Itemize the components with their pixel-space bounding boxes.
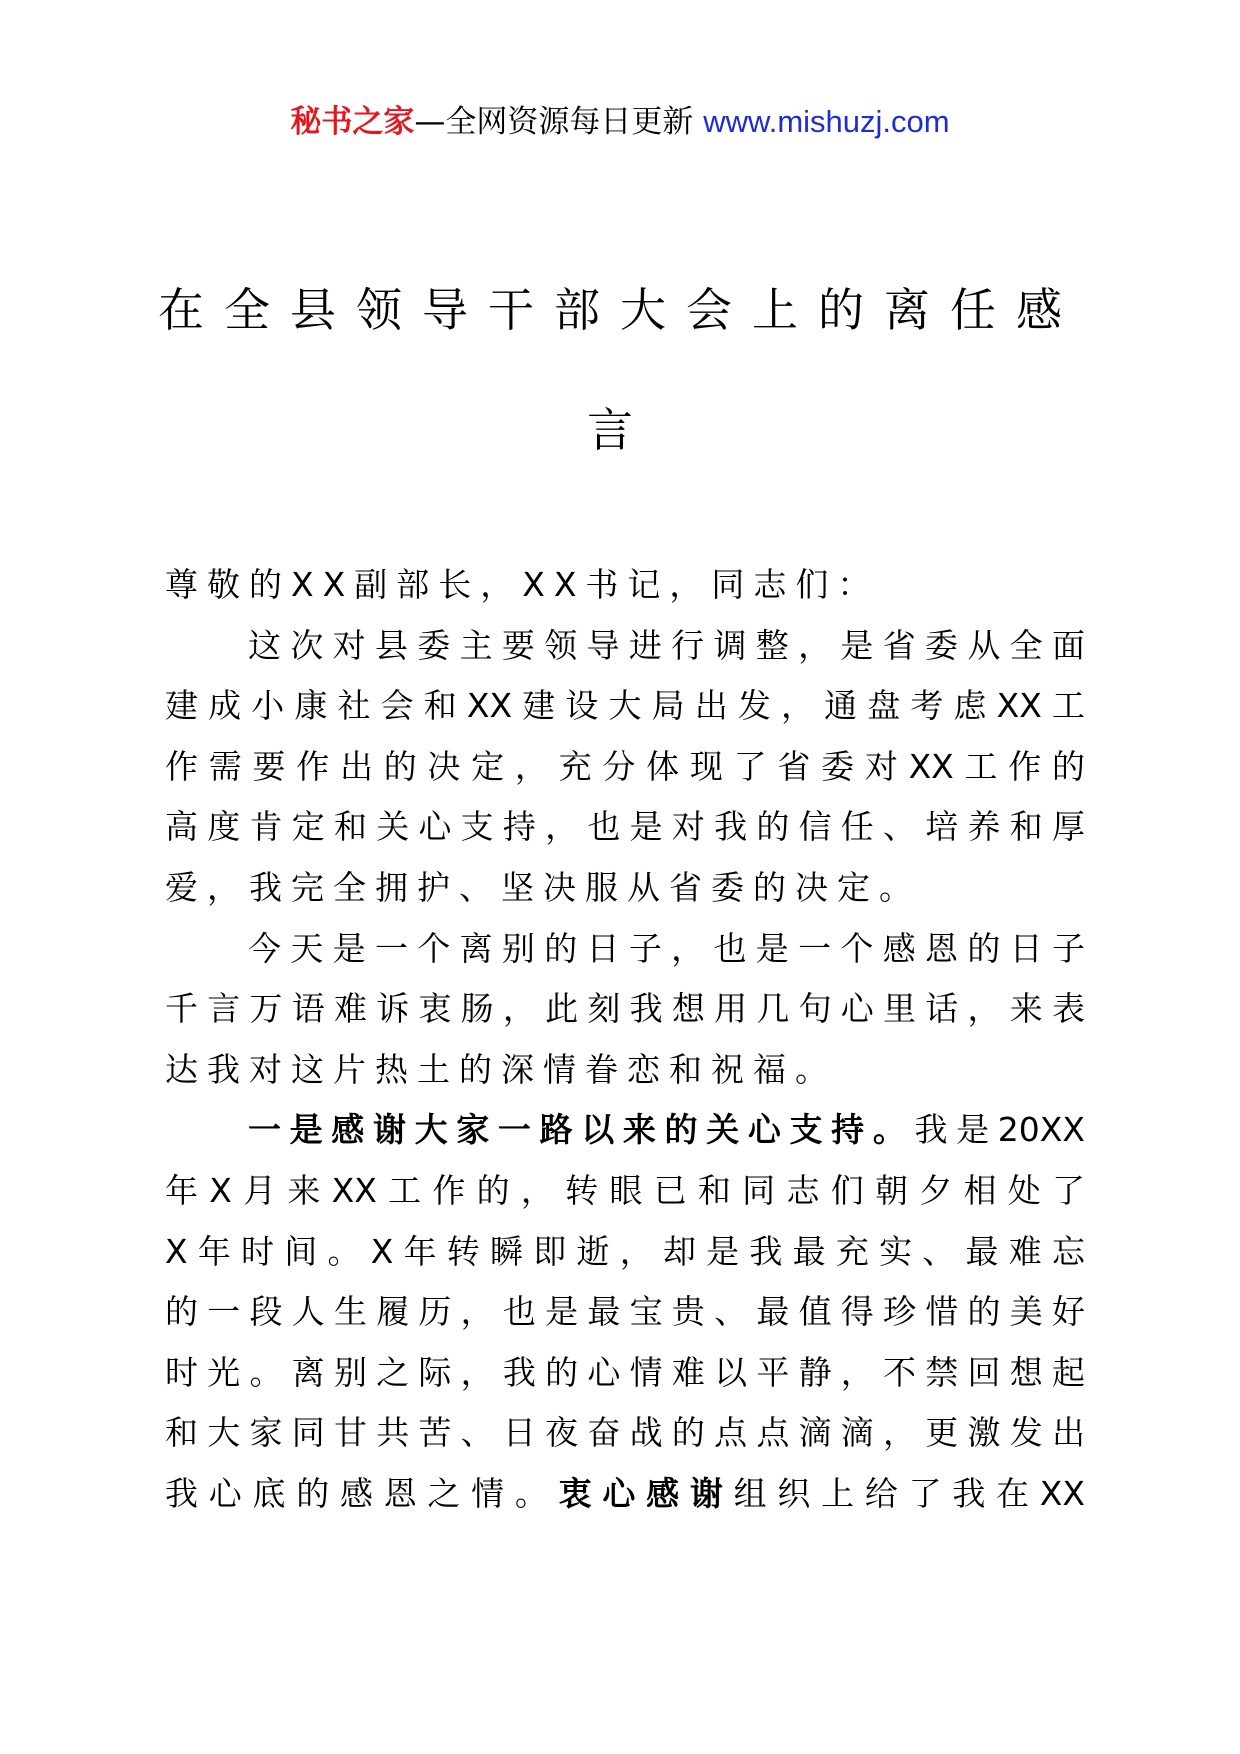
- paragraph-1-line: 作需要作出的决定，充分体现了省委对XX工作的: [165, 746, 1085, 786]
- paragraph-2-line: 达我对这片热土的深情眷恋和祝福。: [165, 1049, 837, 1089]
- document-title-line-1: 在全县领导干部大会上的离任感: [158, 283, 1082, 337]
- paragraph-2-line: 今天是一个离别的日子，也是一个感恩的日子: [248, 928, 1085, 968]
- paragraph-3-last-post: 组织上给了我在XX: [733, 1473, 1085, 1513]
- document-body: [165, 555, 1085, 1525]
- site-url-link[interactable]: www.mishuzj.com: [703, 104, 950, 139]
- paragraph-1-line: 这次对县委主要领导进行调整，是省委从全面: [248, 625, 1085, 665]
- paragraph-3-first-line: [165, 1100, 1085, 1161]
- paragraph-3-line: X年时间。X年转瞬即逝，却是我最充实、最难忘: [165, 1231, 1085, 1271]
- site-tagline: —全网资源每日更新: [414, 104, 704, 140]
- paragraph-3-line: 的一段人生履历，也是最宝贵、最值得珍惜的美好: [165, 1292, 1085, 1332]
- paragraph-3-line: 和大家同甘共苦、日夜奋战的点点滴滴，更激发出: [165, 1413, 1085, 1453]
- paragraph-3-line: 时光。离别之际，我的心情难以平静，不禁回想起: [165, 1352, 1085, 1392]
- paragraph-3-last-bold: 衷心感谢: [558, 1473, 734, 1513]
- paragraph-3-lead-rest: 我是20XX: [914, 1110, 1085, 1150]
- paragraph-3-last-pre: 我心底的感恩之情。: [165, 1473, 559, 1513]
- paragraph-3-last-line: [165, 1464, 1085, 1525]
- greeting-line: 尊敬的XX副部长，XX书记，同志们：: [165, 565, 880, 604]
- paragraph-1-line: 高度肯定和关心支持，也是对我的信任、培养和厚: [165, 807, 1085, 847]
- document-title-line-2: 言: [587, 403, 653, 457]
- paragraph-3-lead-bold: 一是感谢大家一路以来的关心支持。: [248, 1110, 915, 1150]
- site-brand: 秘书之家: [290, 104, 415, 140]
- paragraph-1-line: 爱，我完全拥护、坚决服从省委的决定。: [165, 867, 921, 907]
- paragraph-1-line: 建成小康社会和XX建设大局出发，通盘考虑XX工: [165, 686, 1085, 726]
- paragraph-3-line: 年X月来XX工作的，转眼已和同志们朝夕相处了: [165, 1170, 1085, 1210]
- paragraph-2-line: 千言万语难诉衷肠，此刻我想用几句心里话，来表: [165, 989, 1085, 1029]
- site-header: [0, 100, 1240, 144]
